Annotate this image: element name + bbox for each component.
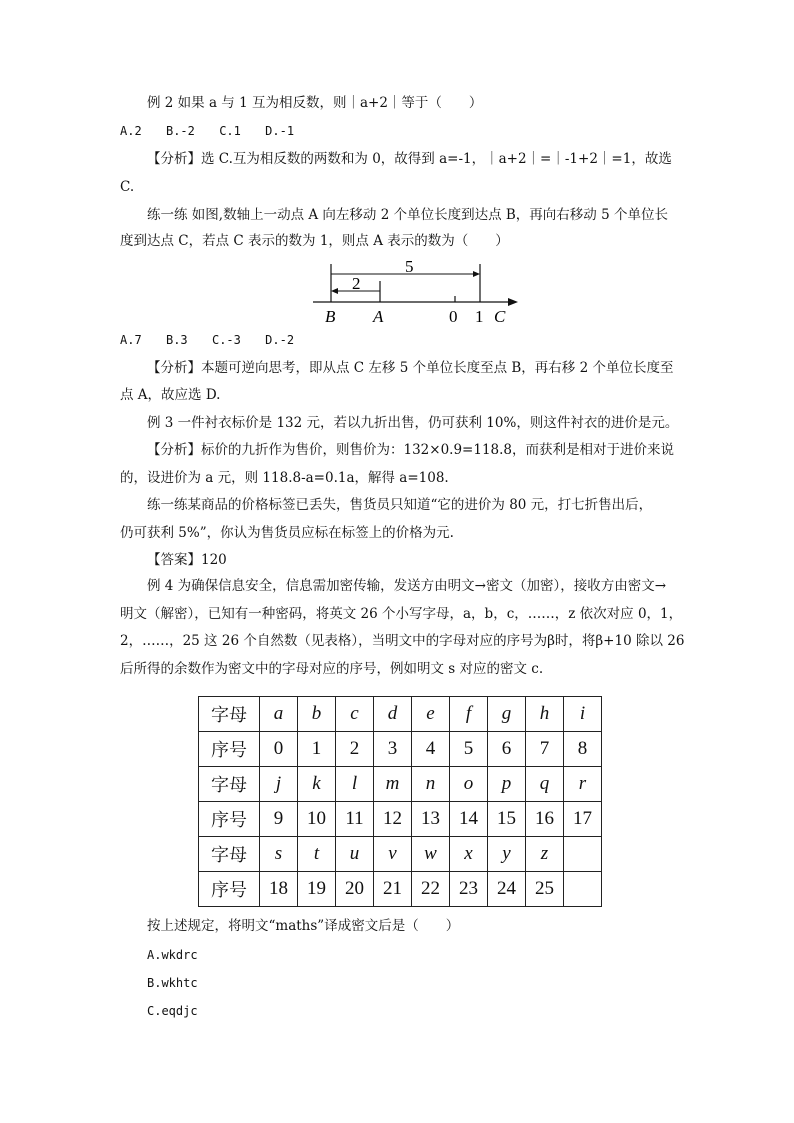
tick-0-label: 0 — [449, 307, 458, 326]
letter-number-table — [198, 696, 602, 907]
table-cell: b — [298, 697, 336, 732]
table-cell: a — [260, 697, 298, 732]
table-cell: 9 — [260, 802, 298, 837]
ex2-option-d: D.-1 — [265, 124, 295, 138]
table-row — [199, 802, 602, 837]
table-cell: e — [412, 697, 450, 732]
table-row — [199, 732, 602, 767]
practice1-analysis-line1: 【分析】本题可逆向思考，即从点 C 左移 5 个单位长度至点 B，再右移 2 个单位长度至 — [147, 360, 674, 376]
ex2-option-c: C.1 — [219, 124, 241, 138]
practice2-line2: 仍可获利 5%”，你认为售货员应标在标签上的价格为元. — [120, 525, 454, 541]
table-header-letter: 字母 — [199, 697, 260, 732]
table-cell: t — [298, 837, 336, 872]
table-cell: i — [564, 697, 602, 732]
table-cell: z — [526, 837, 564, 872]
ex2-question: 例 2 如果 a 与 1 互为相反数，则｜a+2｜等于（ ） — [147, 95, 483, 111]
ex4-line1: 例 4 为确保信息安全，信息需加密传输，发送方由明文→密文（加密），接收方由密文→ — [147, 578, 667, 594]
practice1-options — [120, 327, 676, 353]
ex2-option-b: B.-2 — [165, 124, 195, 138]
table-cell: v — [374, 837, 412, 872]
table-cell: 10 — [298, 802, 336, 837]
ex2-options — [120, 118, 676, 144]
practice1-option-c: C.-3 — [211, 333, 241, 347]
tick-1-label: 1 — [475, 307, 484, 326]
arrowhead-right — [473, 271, 480, 277]
table-cell: 16 — [526, 802, 564, 837]
table-cell: h — [526, 697, 564, 732]
ex4-question: 按上述规定，将明文“maths”译成密文后是（ ） — [147, 918, 460, 934]
table-cell: 19 — [298, 872, 336, 907]
ex4-option-a: A.wkdrc — [147, 948, 198, 962]
table-cell: 14 — [450, 802, 488, 837]
practice2-line1: 练一练某商品的价格标签已丢失，售货员只知道“它的进价为 80 元，打七折售出后， — [147, 497, 653, 513]
table-cell: 6 — [488, 732, 526, 767]
number-line-figure — [308, 254, 524, 328]
point-B-label: B — [325, 307, 336, 326]
ex4-option-c: C.eqdjc — [147, 1004, 198, 1018]
table-cell: k — [298, 767, 336, 802]
table-header-number: 序号 — [199, 872, 260, 907]
table-cell: d — [374, 697, 412, 732]
label-5: 5 — [405, 257, 414, 276]
point-A-label: A — [373, 307, 384, 326]
ex4-line4: 后所得的余数作为密文中的字母对应的序号，例如明文 s 对应的密文 c. — [120, 661, 544, 677]
table-cell: x — [450, 837, 488, 872]
table-cell: 17 — [564, 802, 602, 837]
table-cell: 4 — [412, 732, 450, 767]
table-cell: c — [336, 697, 374, 732]
table-cell: 25 — [526, 872, 564, 907]
arrowhead-left — [331, 288, 338, 294]
table-cell: 23 — [450, 872, 488, 907]
table-cell: 18 — [260, 872, 298, 907]
practice1-line2: 度到达点 C，若点 C 表示的数为 1，则点 A 表示的数为（ ） — [120, 233, 509, 249]
practice1-line1: 练一练 如图,数轴上一动点 A 向左移动 2 个单位长度到达点 B，再向右移动 5 个单位长 — [147, 207, 668, 223]
table-cell: f — [450, 697, 488, 732]
table-cell: n — [412, 767, 450, 802]
ex2-analysis-line1: 【分析】选 C.互为相反数的两数和为 0，故得到 a=-1，｜a+2｜=｜-1+2｜=1，故选 — [147, 151, 672, 167]
table-cell: r — [564, 767, 602, 802]
table-row — [199, 872, 602, 907]
table-cell: 8 — [564, 732, 602, 767]
practice1-option-d: D.-2 — [265, 333, 295, 347]
table-header-number: 序号 — [199, 802, 260, 837]
table-cell: 2 — [336, 732, 374, 767]
table-cell: s — [260, 837, 298, 872]
ex4-option-b: B.wkhtc — [147, 976, 198, 990]
table-cell: 15 — [488, 802, 526, 837]
ex2-option-a: A.2 — [120, 124, 142, 138]
table-cell: p — [488, 767, 526, 802]
table-cell: j — [260, 767, 298, 802]
table-cell: q — [526, 767, 564, 802]
table-cell: 1 — [298, 732, 336, 767]
table-cell: 7 — [526, 732, 564, 767]
table-cell — [564, 872, 602, 907]
table-row — [199, 767, 602, 802]
ex3-analysis-line1: 【分析】标价的九折作为售价，则售价为：132×0.9=118.8，而获利是相对于进价来说 — [147, 442, 675, 458]
practice2-answer: 【答案】120 — [147, 552, 227, 568]
ex4-line2: 明文（解密），已知有一种密码，将英文 26 个小写字母，a，b，c，……，z 依次对应 0，1， — [120, 606, 683, 622]
practice1-option-a: A.7 — [120, 333, 142, 347]
practice1-option-b: B.3 — [165, 333, 188, 347]
point-C-label: C — [494, 307, 506, 326]
practice1-analysis-line2: 点 A，故应选 D. — [120, 387, 221, 403]
ex3-question: 例 3 一件衬衣标价是 132 元，若以九折出售，仍可获利 10%，则这件衬衣的进价是元。 — [147, 415, 679, 431]
table-row — [199, 697, 602, 732]
table-cell: u — [336, 837, 374, 872]
ex3-analysis-line2: 的，设进价为 a 元，则 118.8-a=0.1a，解得 a=108. — [120, 470, 449, 486]
table-cell: g — [488, 697, 526, 732]
table-cell — [564, 837, 602, 872]
table-cell: 3 — [374, 732, 412, 767]
ex2-analysis-line2: C. — [120, 179, 135, 195]
table-cell: 12 — [374, 802, 412, 837]
table-cell: 22 — [412, 872, 450, 907]
table-cell: y — [488, 837, 526, 872]
table-cell: o — [450, 767, 488, 802]
table-header-letter: 字母 — [199, 767, 260, 802]
table-row — [199, 837, 602, 872]
table-cell: 24 — [488, 872, 526, 907]
table-header-letter: 字母 — [199, 837, 260, 872]
table-cell: 0 — [260, 732, 298, 767]
table-header-number: 序号 — [199, 732, 260, 767]
ex4-line3: 2，……，25 这 26 个自然数（见表格），当明文中的字母对应的序号为β时，将β+10 除以 26 — [120, 633, 685, 649]
table-cell: 11 — [336, 802, 374, 837]
table-cell: l — [336, 767, 374, 802]
table-cell: w — [412, 837, 450, 872]
table-cell: 13 — [412, 802, 450, 837]
table-cell: 5 — [450, 732, 488, 767]
axis-arrowhead — [508, 298, 518, 306]
table-cell: 20 — [336, 872, 374, 907]
table-cell: m — [374, 767, 412, 802]
label-2: 2 — [352, 274, 361, 293]
table-cell: 21 — [374, 872, 412, 907]
